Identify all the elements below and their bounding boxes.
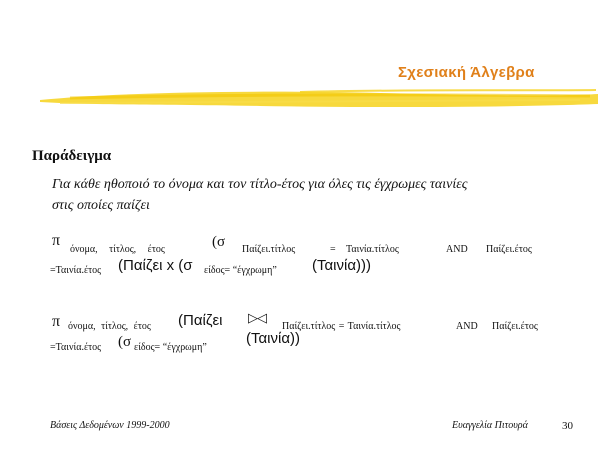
condition-year-right: =Ταινία.έτος: [50, 265, 102, 276]
condition-and: AND: [456, 321, 478, 332]
intro-line-2: στις οποίες παίζει: [52, 198, 150, 213]
join-condition-title: Παίζει.τίτλος = Ταινία.τίτλος: [282, 321, 401, 332]
footer-author: Ευαγγελία Πιτουρά: [452, 420, 528, 431]
brush-stroke-decoration: [0, 86, 600, 112]
join-symbol: ▷◁: [248, 310, 266, 325]
condition-year-left: Παίζει.έτος: [492, 321, 538, 332]
selection-open: (σ: [118, 334, 132, 350]
selection-condition: είδος= “έγχρωμη”: [134, 342, 207, 353]
slide-title: Σχεσιακή Άλγεβρα: [398, 64, 535, 81]
footer-course: Βάσεις Δεδομένων 1999-2000: [50, 420, 170, 431]
condition-eq: =: [330, 244, 336, 255]
projection-symbol: π: [52, 313, 61, 330]
section-heading: Παράδειγμα: [32, 148, 112, 164]
intro-line-1: Για κάθε ηθοποιό το όνομα και τον τίτλο-έτος για όλες τις έγχρωμες ταινίες: [52, 177, 468, 192]
condition-title-left: Παίζει.τίτλος: [242, 244, 296, 255]
projection-symbol: π: [52, 232, 61, 249]
condition-title-right: Ταινία.τίτλος: [346, 244, 399, 255]
relation-movie: (Ταινία)): [246, 330, 301, 347]
selection-condition: είδος= “έγχρωμη”: [204, 265, 277, 276]
relation-plays-product: (Παίζει x (σ: [118, 257, 193, 274]
condition-year-left: Παίζει.έτος: [486, 244, 532, 255]
condition-and: AND: [446, 244, 468, 255]
projection-attributes: όνομα, τίτλος, έτος: [68, 321, 151, 332]
projection-attributes: όνομα, τίτλος, έτος: [70, 244, 165, 255]
condition-year-right: =Ταινία.έτος: [50, 342, 102, 353]
relation-movie: (Ταινία))): [312, 257, 372, 274]
relation-plays: (Παίζει: [178, 312, 223, 329]
selection-open: (σ: [212, 234, 226, 250]
page-number: 30: [562, 420, 573, 432]
